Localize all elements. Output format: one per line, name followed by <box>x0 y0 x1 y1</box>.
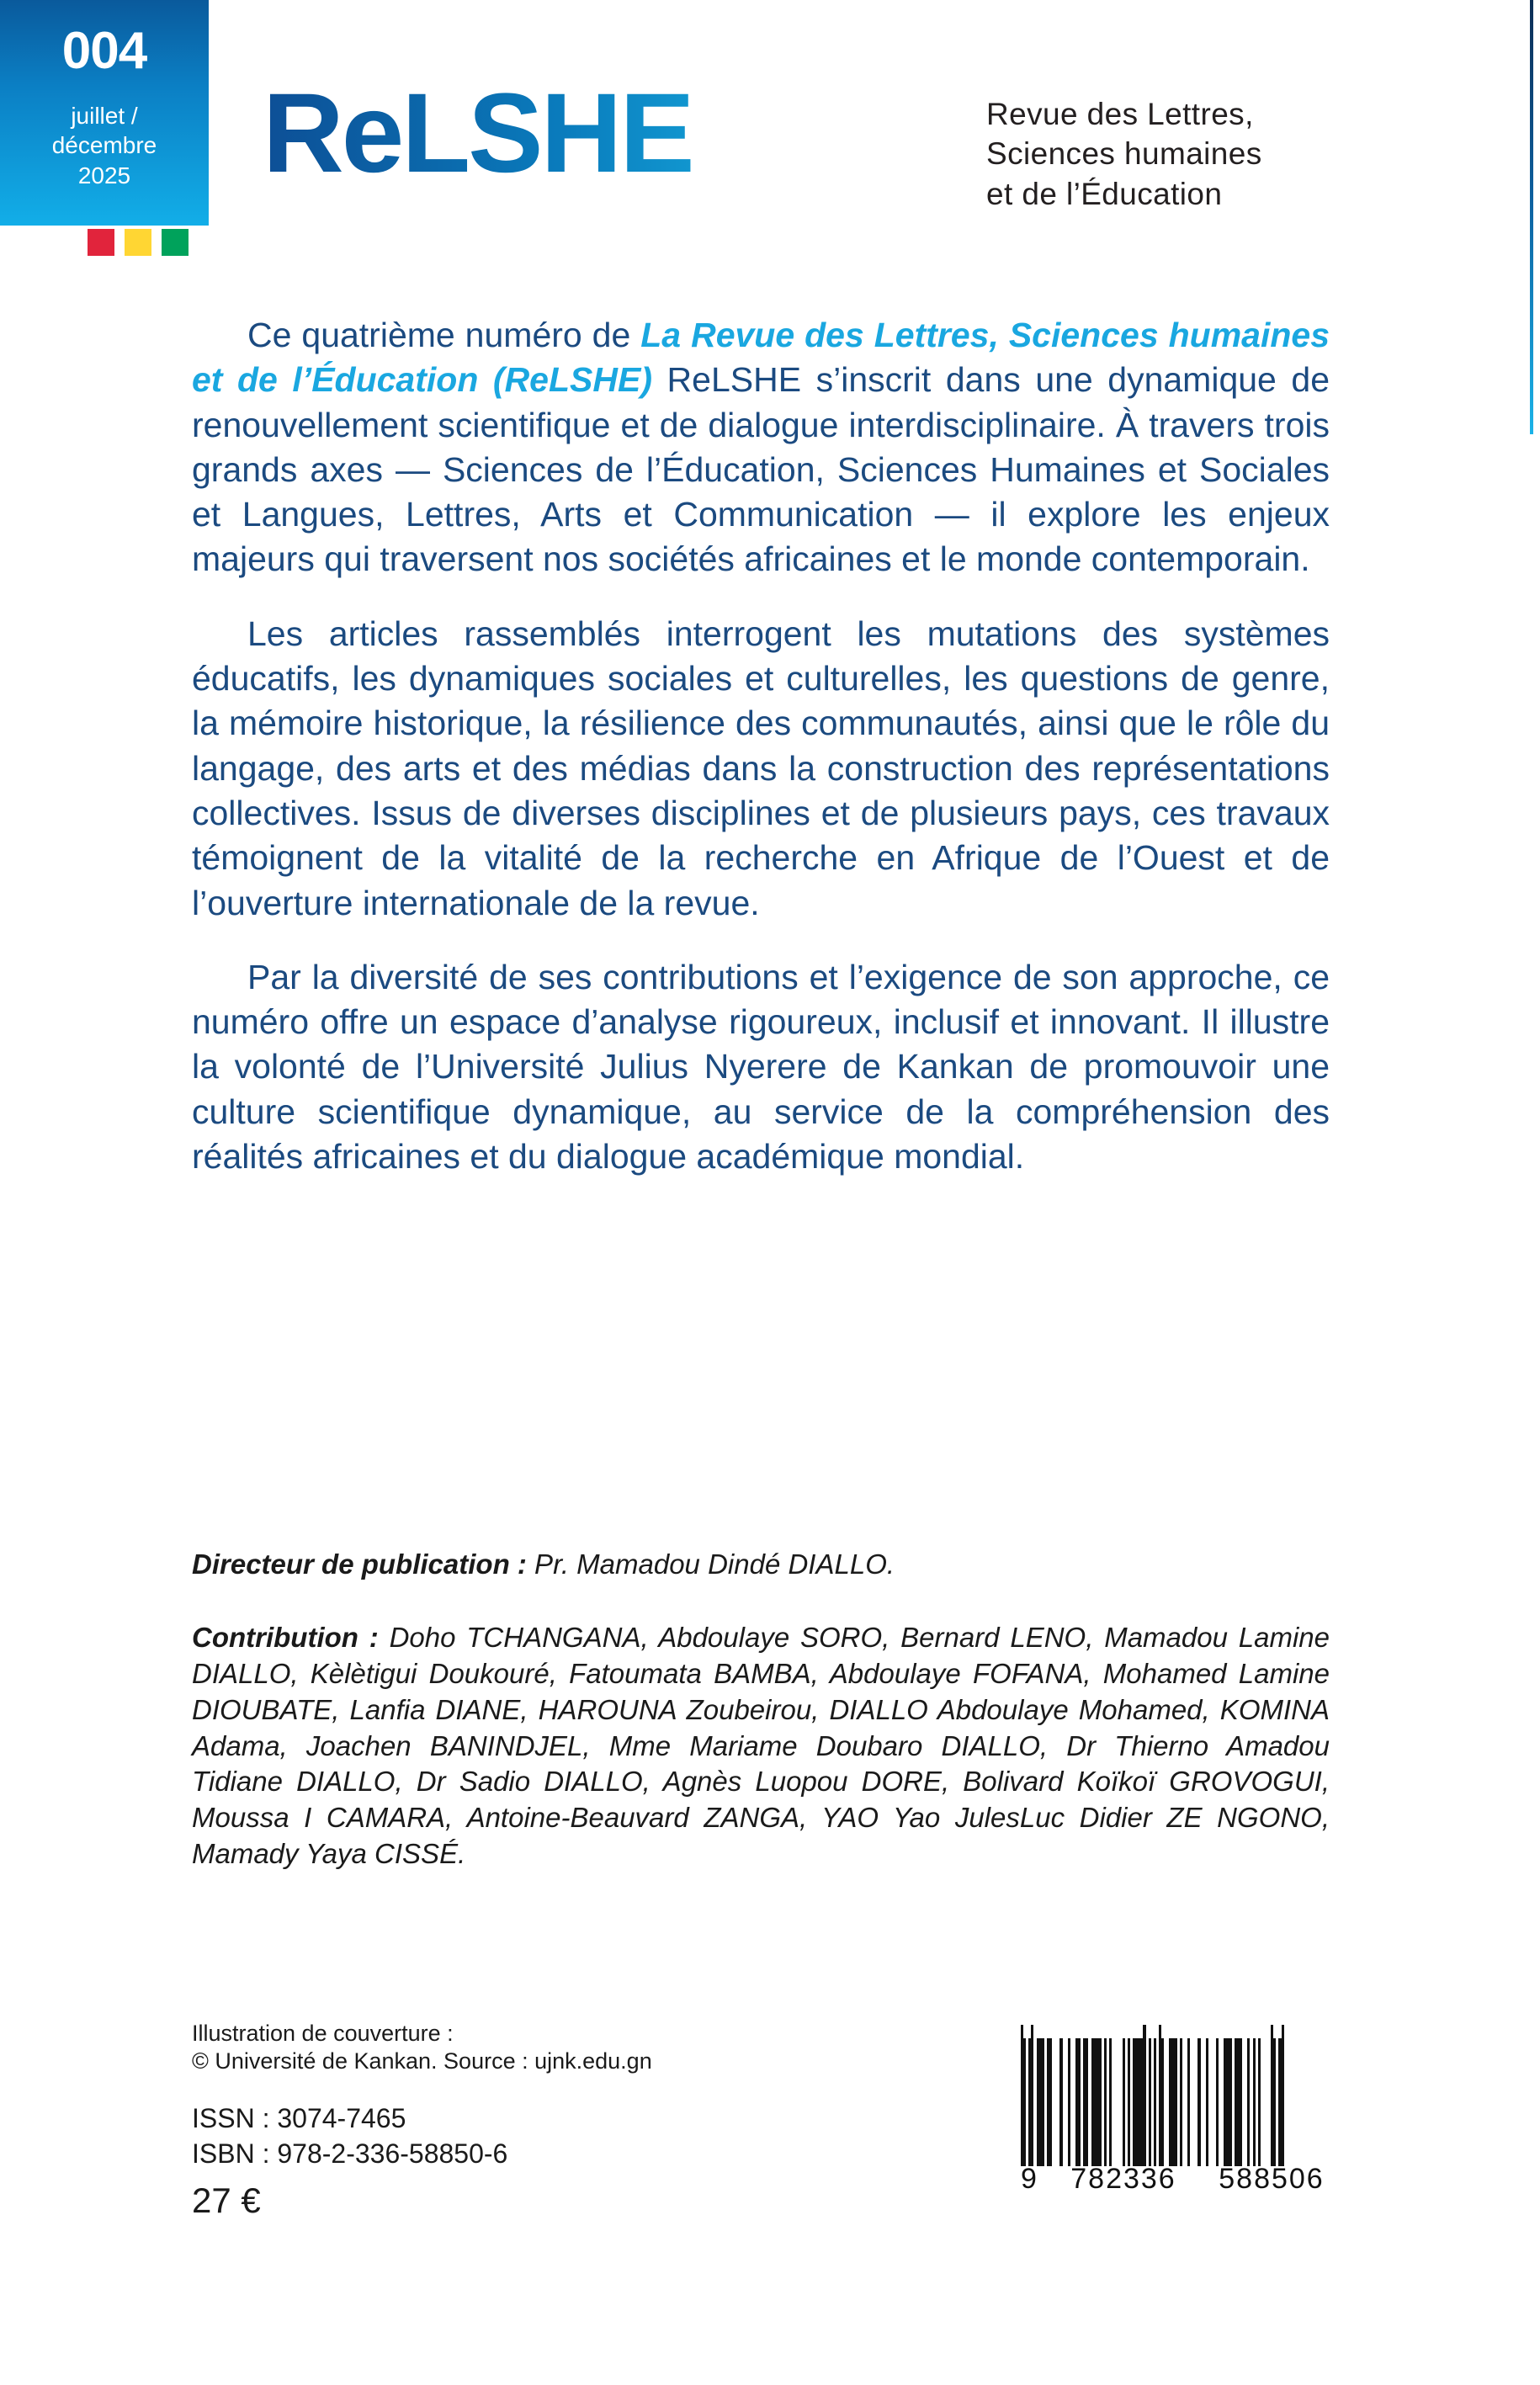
flag-square-green <box>162 229 189 256</box>
contribution-label: Contribution : <box>192 1621 379 1653</box>
director-line <box>192 1547 1330 1583</box>
journal-logo-wordmark: ReLSHE <box>263 71 693 196</box>
footer-left-column <box>192 2020 848 2221</box>
blurb-p1-after: ReLSHE s’inscrit dans une dynamique de renouvellement scientifique et de dialogue interdisciplinaire. À travers trois grands axes — Sciences de l’Éducation, Sciences Humaines et Sociales et Langues, Lettres, Arts et Communication — il explore les enjeux majeurs qui traversent nos sociétés africaines et le monde contemporain. <box>192 360 1330 579</box>
cover-header <box>0 0 1540 252</box>
barcode-digits-left: 782336 <box>1070 2163 1176 2195</box>
barcode-digits-right: 588506 <box>1219 2163 1325 2195</box>
cover-footer <box>192 2020 1345 2289</box>
contribution-value: Doho TCHANGANA, Abdoulaye SORO, Bernard LENO, Mamadou Lamine DIALLO, Kèlètigui Doukouré, Fatoumata BAMBA, Abdoulaye FOFANA, Mohamed Lamine DIOUBATE, Lanfia DIANE, HAROUNA Zoubeirou, DIALLO Abdoulaye Mohamed, KOMINA Adama, Joachen BANINDJEL, Mme Mariame Doubaro DIALLO, Dr Thierno Amadou Tidiane DIALLO, Dr Sadio DIALLO, Agnès Luopou DORE, Bolivard Koïkoï GROVOGUI, Moussa I CAMARA, Antoine-Beauvard ZANGA, YAO Yao JulesLuc Didier ZE NGONO, Mamady Yaya CISSÉ. <box>192 1621 1330 1870</box>
blurb-p1-before: Ce quatrième numéro de <box>247 316 641 354</box>
barcode-digits <box>1021 2163 1349 2196</box>
identifiers <box>192 2101 848 2221</box>
blurb-paragraph-2: Les articles rassemblés interrogent les mutations des systèmes éducatifs, les dynamiques sociales et culturelles, les questions de genre, la mémoire historique, la résilience des communautés, ainsi que le rôle du langage, des arts et des médias dans la construction des représentations collectives. Issus de diverses disciplines et de plusieurs pays, ces travaux témoignent de la vitalité de la recherche en Afrique de l’Ouest et de l’ouverture internationale de la revue. <box>192 614 1330 922</box>
blurb-paragraph-3: Par la diversité de ses contributions et l’exigence de son approche, ce numéro offre un espace d’analyse rigoureux, inclusif et innovant. Il illustre la volonté de l’Université Julius Nyerere de Kankan de promouvoir une culture scientifique dynamique, au service de la compréhension des réalités africaines et du dialogue académique mondial. <box>192 957 1330 1177</box>
blurb-paragraph-1 <box>192 313 1330 582</box>
credits-section <box>192 1547 1330 1872</box>
flag-square-red <box>88 229 114 256</box>
issue-period-line-2: décembre <box>51 132 157 159</box>
issn-line: ISSN : 3074-7465 <box>192 2102 406 2133</box>
illustration-credit-line-2: © Université de Kankan. Source : ujnk.edu.gn <box>192 2048 652 2074</box>
right-edge-accent-rule <box>1530 0 1533 434</box>
flag-square-yellow <box>125 229 151 256</box>
back-cover-blurb <box>192 313 1330 1179</box>
issue-badge <box>0 0 209 226</box>
illustration-credit-line-1: Illustration de couverture : <box>192 2021 454 2046</box>
price-line: 27 € <box>192 2180 261 2221</box>
isbn-line: ISBN : 978-2-336-58850-6 <box>192 2138 508 2170</box>
director-label: Directeur de publication : <box>192 1548 527 1580</box>
ean13-barcode <box>1021 2038 1349 2196</box>
journal-title-inline: La Revue des Lettres, Sciences humaines et de l’Éducation (ReLSHE) <box>192 316 1330 400</box>
guinea-flag-squares <box>88 229 189 256</box>
issue-period <box>0 101 209 190</box>
director-value: Pr. Mamadou Dindé DIALLO. <box>526 1548 895 1580</box>
issue-period-line-3: 2025 <box>77 162 131 189</box>
issue-period-line-1: juillet / <box>71 103 138 129</box>
barcode-digit-lead: 9 <box>1021 2163 1038 2195</box>
journal-subtitle <box>986 94 1262 214</box>
barcode-bars <box>1021 2038 1349 2166</box>
journal-subtitle-line-1: Revue des Lettres, <box>986 97 1254 131</box>
contribution-line <box>192 1620 1330 1872</box>
issue-number: 004 <box>61 22 147 80</box>
journal-subtitle-line-3: et de l’Éducation <box>986 176 1223 211</box>
journal-subtitle-line-2: Sciences humaines <box>986 136 1262 172</box>
